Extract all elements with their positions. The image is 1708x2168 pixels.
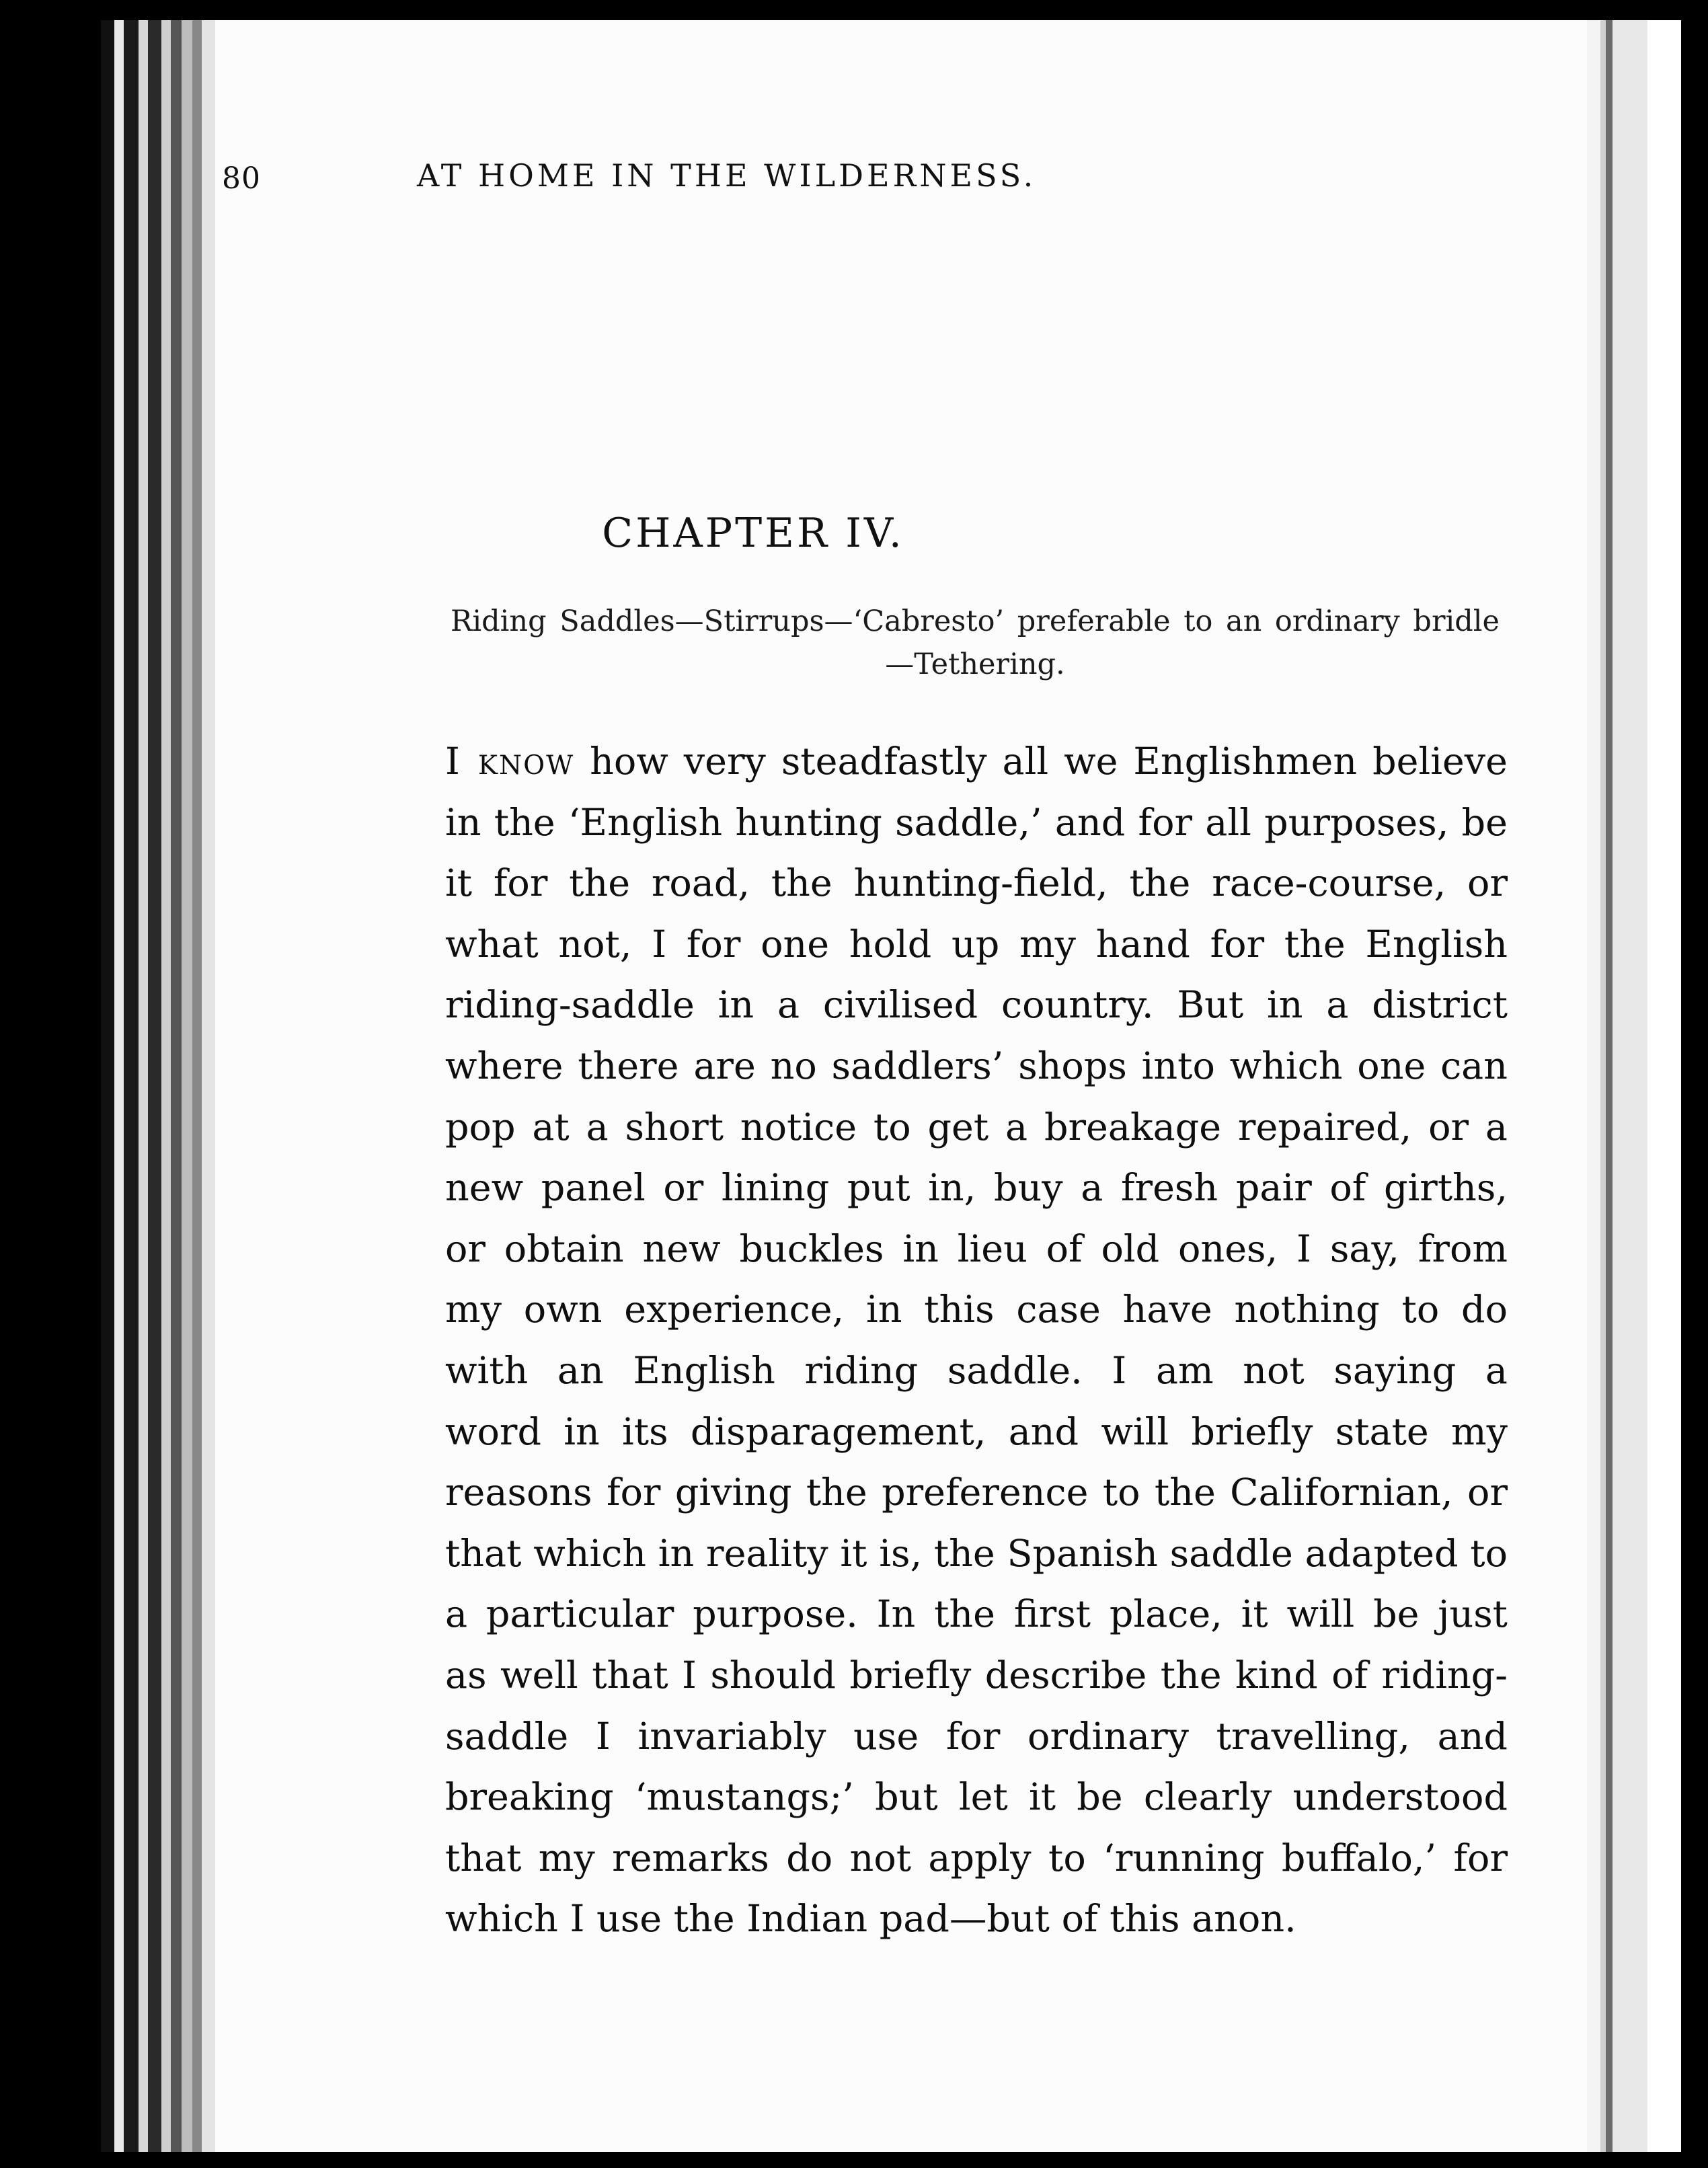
body-line: with an English riding saddle. I am not saying a	[445, 1348, 1508, 1393]
body-line: in the ‘English hunting saddle,’ and for all purposes, be	[445, 800, 1508, 845]
chapter-heading: CHAPTER IV.	[602, 510, 904, 557]
body-line: a particular purpose. In the first place, it will be just	[445, 1592, 1508, 1637]
body-line: that my remarks do not apply to ‘running buffalo,’ for	[445, 1836, 1508, 1880]
body-line: word in its disparagement, and will briefly state my	[445, 1409, 1508, 1454]
body-line: as well that I should briefly describe the kind of riding-	[445, 1653, 1508, 1697]
body-line: where there are no saddlers’ shops into which one can	[445, 1044, 1508, 1088]
running-title: AT HOME IN THE WILDERNESS.	[417, 157, 1037, 194]
body-line: my own experience, in this case have nothing to do	[445, 1288, 1508, 1332]
body-line: or obtain new buckles in lieu of old ones, I say, from	[445, 1227, 1508, 1271]
book-binding-edge	[101, 20, 215, 2152]
page-number: 80	[222, 161, 261, 196]
chapter-summary: Riding Saddles—Stirrups—‘Cabresto’ preferable to an ordinary bridle—Tethering.	[451, 605, 1500, 681]
body-text	[445, 732, 1508, 1950]
running-head	[222, 155, 1271, 202]
body-line: I know how very steadfastly all we Englishmen believe	[445, 740, 1508, 783]
body-line: which I use the Indian pad—but of this anon.	[445, 1897, 1296, 1941]
body-line: riding-saddle in a civilised country. But in a district	[445, 983, 1508, 1028]
body-line: it for the road, the hunting-field, the race-course, or	[445, 861, 1508, 906]
opening-word: I know	[445, 740, 575, 783]
body-line: saddle I invariably use for ordinary travelling, and	[445, 1714, 1508, 1758]
body-line: breaking ‘mustangs;’ but let it be clearly understood	[445, 1775, 1508, 1820]
body-line: that which in reality it is, the Spanish saddle adapted to	[445, 1531, 1508, 1576]
body-line: pop at a short notice to get a breakage repaired, or a	[445, 1105, 1508, 1149]
page-right-edge	[1587, 20, 1681, 2152]
body-line: new panel or lining put in, buy a fresh pair of girths,	[445, 1166, 1508, 1210]
body-line: what not, I for one hold up my hand for the English	[445, 922, 1508, 966]
body-line: reasons for giving the preference to the Californian, or	[445, 1471, 1508, 1515]
